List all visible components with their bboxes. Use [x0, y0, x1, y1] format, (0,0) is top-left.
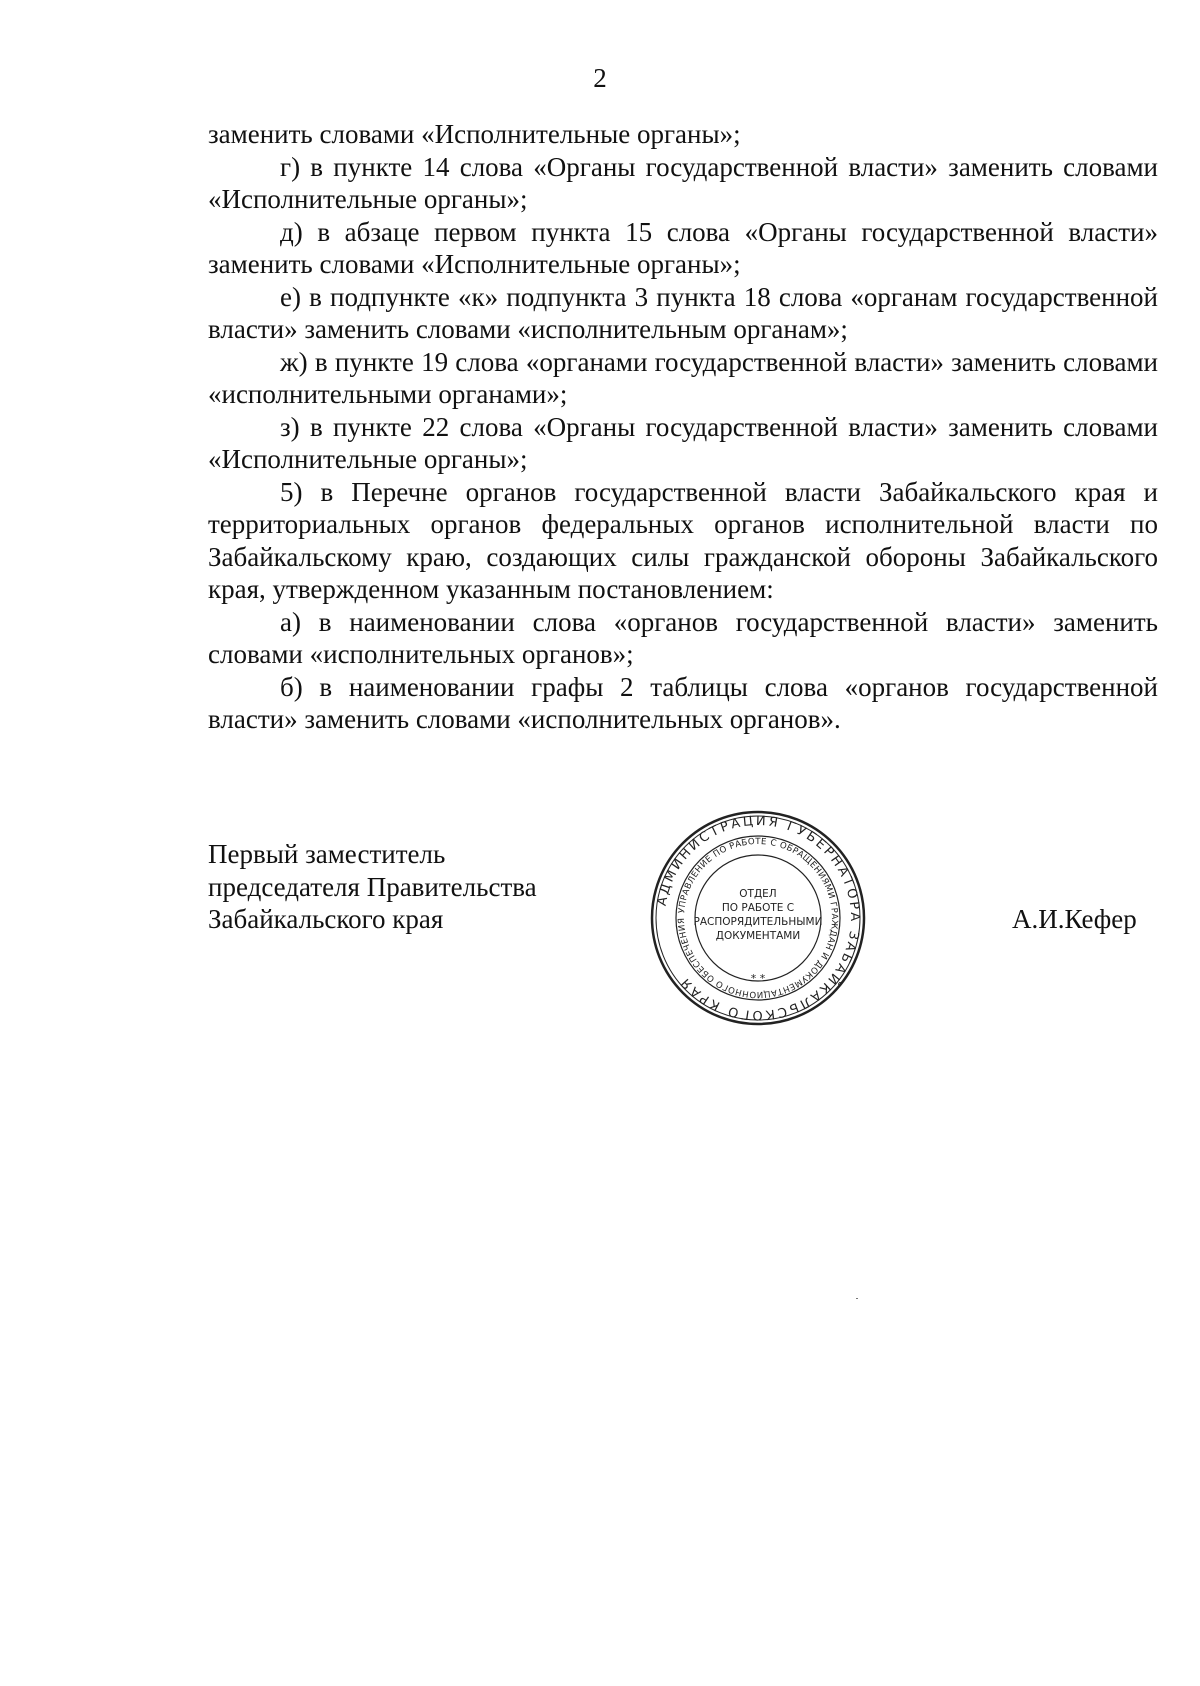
page-number: 2: [593, 63, 607, 93]
signer-position: [208, 838, 537, 936]
paragraph-item-e: е) в подпункте «к» подпункта 3 пункта 18 слова «органам государственной власти» заменить словами «исполнительным органам»;: [208, 281, 1158, 344]
paragraph-item-z: з) в пункте 22 слова «Органы государственной власти» заменить словами «Исполнительные органы»;: [208, 411, 1158, 474]
signer-position-line: Забайкальского края: [208, 904, 444, 934]
stamp-stars: * *: [750, 972, 766, 985]
signer-position-line: председателя Правительства: [208, 871, 537, 902]
paragraph-item-d: д) в абзаце первом пункта 15 слова «Органы государственной власти» заменить словами «Исполнительные органы»;: [208, 216, 1158, 279]
paragraph-item-5: 5) в Перечне органов государственной власти Забайкальского края и территориальных органов федеральных органов исполнительной власти по Забайкальскому краю, создающих силы гражданской обороны Забайкальского края, утвержденном указанным постановлением:: [208, 476, 1158, 604]
stamp-center-line: РАСПОРЯДИТЕЛЬНЫМИ: [693, 916, 823, 928]
paragraph-item-zh: ж) в пункте 19 слова «органами государственной власти» заменить словами «исполнительными органами»;: [208, 346, 1158, 409]
paragraph-item-b: б) в наименовании графы 2 таблицы слова «органов государственной власти» заменить словами «исполнительных органов».: [208, 671, 1158, 734]
stamp-center-line: ОТДЕЛ: [739, 888, 777, 900]
stamp-inner-ring-text: УПРАВЛЕНИЕ ПО РАБОТЕ С ОБРАЩЕНИЯМИ ГРАЖДАН И ДОКУМЕНТАЦИОННОГО ОБЕСПЕЧЕНИЯ: [676, 836, 840, 1000]
scan-speck: [856, 1298, 858, 1299]
stamp-seal: [648, 808, 868, 1028]
official-stamp: [648, 808, 868, 1028]
signer-name: А.И.Кефер: [1012, 904, 1137, 934]
signer-position-line: Первый заместитель: [208, 839, 446, 869]
paragraph-continuation: заменить словами «Исполнительные органы»;: [208, 119, 741, 149]
stamp-center-line: ДОКУМЕНТАМИ: [715, 930, 801, 942]
stamp-center-line: ПО РАБОТЕ С: [721, 902, 795, 914]
paragraph-item-g: г) в пункте 14 слова «Органы государственной власти» заменить словами «Исполнительные органы»;: [208, 151, 1158, 214]
stamp-outer-ring-text: АДМИНИСТРАЦИЯ ГУБЕРНАТОРА ЗАБАЙКАЛЬСКОГО КРАЯ: [654, 813, 863, 1023]
document-body: [208, 118, 1158, 736]
paragraph-item-a: а) в наименовании слова «органов государственной власти» заменить словами «исполнительных органов»;: [208, 606, 1158, 669]
